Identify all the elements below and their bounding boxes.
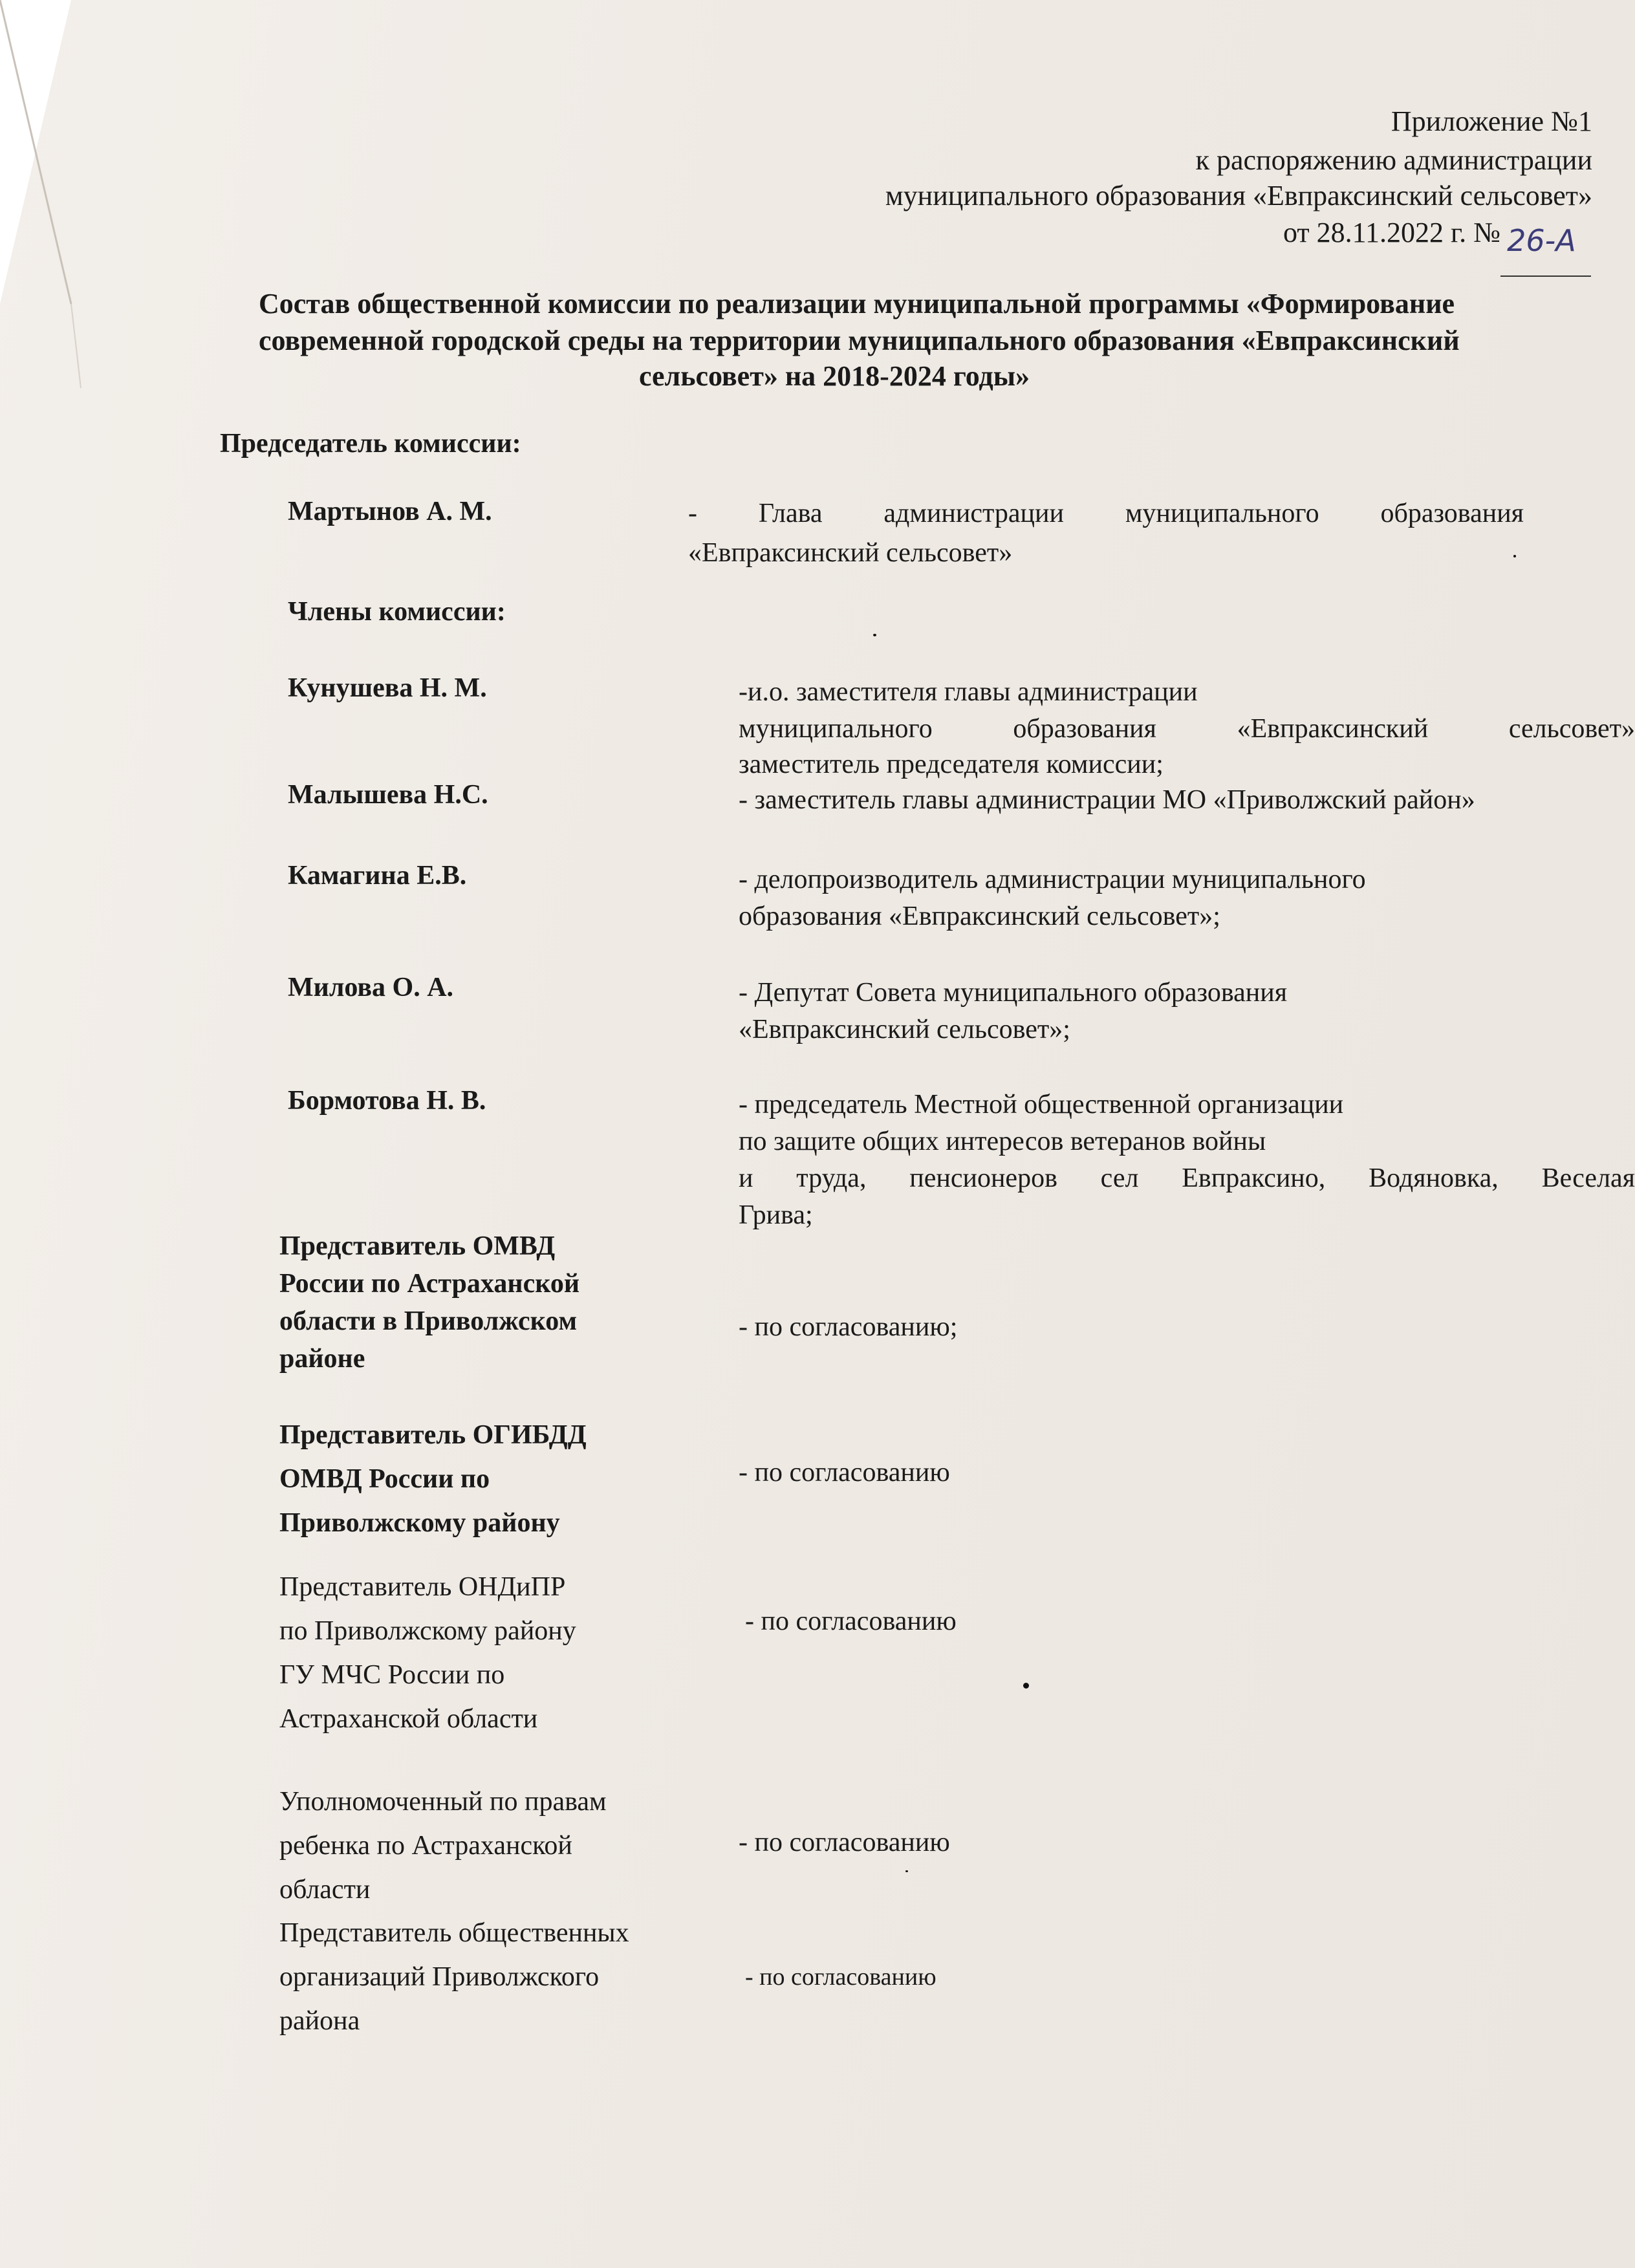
rep-omvd-line2: России по Астраханской <box>279 1269 580 1299</box>
member-name-milova: Милова О. А. <box>288 973 454 1002</box>
member-name-malysheva: Малышева Н.С. <box>288 780 488 810</box>
member-role-bormotova-3: и труда, пенсионеров сел Евпраксино, Водяновка, Веселая <box>739 1163 1635 1193</box>
rep-omvd-role: - по согласованию; <box>739 1312 958 1342</box>
rep-public-orgs <box>279 1911 629 2043</box>
rep-ogibdd-line3: Приволжскому району <box>279 1508 560 1538</box>
member-role-kamagina-1: - делопроизводитель администрации муниципального <box>739 865 1366 894</box>
document-title-line3: сельсовет» на 2018-2024 годы» <box>638 360 1030 392</box>
document-title-line2: современной городской среды на территории муниципального образования «Евпраксинский <box>259 325 1460 356</box>
member-name-kamagina: Камагина Е.В. <box>288 861 467 891</box>
rep-public-orgs-line2: организаций Приволжского <box>279 1962 600 1992</box>
decree-reference: к распоряжению администрации <box>1195 144 1592 176</box>
chair-name: Мартынов А. М. <box>288 497 492 526</box>
rep-ombudsman-role: - по согласованию <box>739 1828 950 1857</box>
rep-ondipr-line2: по Приволжскому району <box>279 1616 576 1646</box>
chair-heading: Председатель комиссии: <box>220 429 521 459</box>
folded-corner <box>0 0 71 304</box>
rep-public-orgs-line3: района <box>279 2006 360 2036</box>
rep-public-orgs-role: - по согласованию <box>745 1963 937 1991</box>
member-role-bormotova-2: по защите общих интересов ветеранов войны <box>739 1127 1266 1156</box>
paper-speck <box>1023 1683 1029 1689</box>
rep-ombudsman-line1: Уполномоченный по правам <box>279 1787 607 1817</box>
rep-omvd-line3: области в Приволжском <box>279 1306 578 1336</box>
chair-role-line1: - Глава администрации муниципального образования <box>688 499 1524 528</box>
rep-ogibdd-line2: ОМВД России по <box>279 1464 490 1494</box>
decree-date-text: от 28.11.2022 г. № <box>1283 217 1501 248</box>
member-role-malysheva: - заместитель главы администрации МО «Приволжский район» <box>739 785 1475 815</box>
rep-ondipr-line4: Астраханской области <box>279 1704 538 1734</box>
municipality-reference: муниципального образования «Евпраксинский сельсовет» <box>885 180 1592 211</box>
rep-ogibdd-role: - по согласованию <box>739 1458 950 1487</box>
number-underline <box>1500 275 1591 277</box>
member-role-milova-2: «Евпраксинский сельсовет»; <box>739 1015 1070 1044</box>
member-role-bormotova-4: Грива; <box>739 1200 813 1230</box>
paper-speck <box>873 634 876 636</box>
document-title-line1: Состав общественной комиссии по реализации муниципальной программы «Формирование <box>259 288 1455 319</box>
rep-public-orgs-line1: Представитель общественных <box>279 1918 629 1948</box>
member-name-kunusheva: Кунушева Н. М. <box>288 673 487 703</box>
rep-ombudsman-line3: области <box>279 1875 371 1905</box>
member-role-kunusheva-2: муниципального образования «Евпраксинский сельсовет» <box>739 714 1635 744</box>
rep-ondipr <box>279 1565 576 1741</box>
rep-ondipr-line3: ГУ МЧС России по <box>279 1660 505 1690</box>
appendix-label: Приложение №1 <box>1391 105 1592 137</box>
member-role-milova-1: - Депутат Совета муниципального образования <box>739 978 1288 1008</box>
rep-ondipr-role: - по согласованию <box>745 1606 957 1636</box>
rep-omvd <box>279 1227 579 1377</box>
rep-ombudsman <box>279 1780 607 1912</box>
rep-ombudsman-line2: ребенка по Астраханской <box>279 1831 572 1861</box>
decree-date <box>1283 215 1597 258</box>
rep-omvd-line1: Представитель ОМВД <box>279 1231 556 1261</box>
chair-role-line2: «Евпраксинский сельсовет» <box>688 538 1013 568</box>
paper-speck <box>1513 555 1516 557</box>
member-role-kamagina-2: образования «Евпраксинский сельсовет»; <box>739 902 1220 931</box>
member-role-kunusheva-1: -и.о. заместителя главы администрации <box>739 677 1198 707</box>
doc-number-text: 26-А <box>1507 223 1576 258</box>
paper-speck <box>905 1870 908 1872</box>
rep-ogibdd-line1: Представитель ОГИБДД <box>279 1420 587 1450</box>
rep-omvd-line4: районе <box>279 1344 365 1374</box>
rep-ondipr-line1: Представитель ОНДиПР <box>279 1572 566 1602</box>
member-role-kunusheva-3: заместитель председателя комиссии; <box>739 750 1164 779</box>
member-role-bormotova-1: - председатель Местной общественной организации <box>739 1090 1344 1119</box>
rep-ogibdd <box>279 1413 587 1545</box>
members-heading: Члены комиссии: <box>288 597 506 627</box>
member-name-bormotova: Бормотова Н. В. <box>288 1086 486 1116</box>
